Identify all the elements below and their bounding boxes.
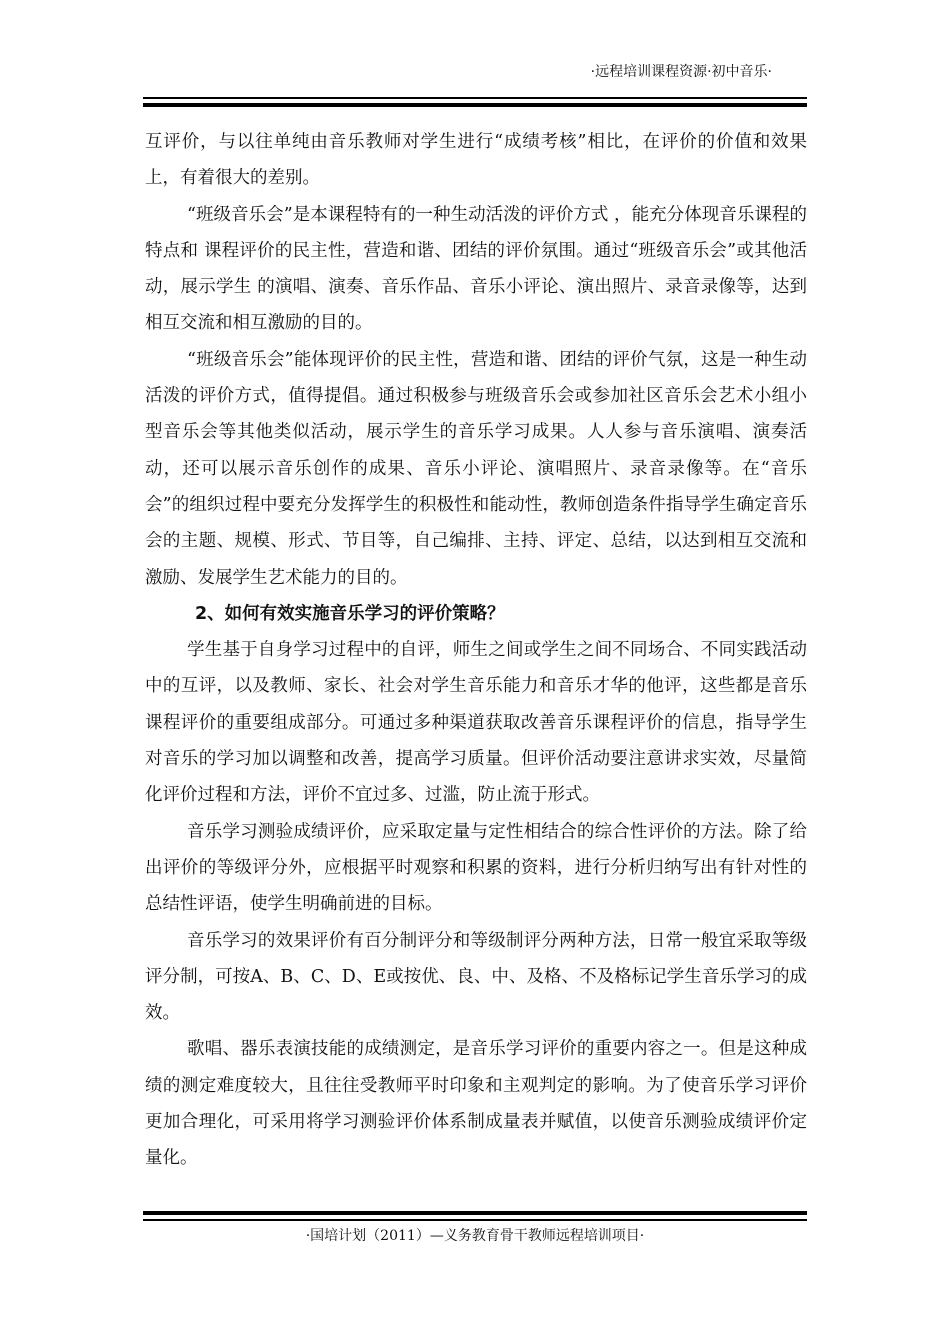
page-header: ·远程培训课程资源·初中音乐· [590,64,772,80]
section-heading: 2、如何有效实施音乐学习的评价策略？ [195,603,505,624]
paragraph-continuation: 互评价，与以往单纯由音乐教师对学生进行“成绩考核”相比，在评价的价值和效果上，有着很大的差别。 [145,132,807,189]
paragraph-evaluation-components: 学生基于自身学习过程中的自评，师生之间或学生之间不同场合、不同实践活动中的互评，以及教师、家长、社会对学生音乐能力和音乐才华的他评，这些都是音乐课程评价的重要组成部分。可通过多种渠道获取改善音乐课程评价的信息，指导学生对音乐的学习加以调整和改善，提高学习质量。但评价活动要注意讲求实效，尽量简化评价过程和方法，评价不宜过多、过滥，防止流于形式。 [145,640,807,806]
header-rule-thick [143,103,807,107]
document-body [145,124,807,1177]
paragraph-class-concert-detail: “班级音乐会”能体现评价的民主性，营造和谐、团结的评价气氛，这是一种生动活泼的评价方式，值得提倡。通过积极参与班级音乐会或参加社区音乐会艺术小组小型音乐会等其他类似活动，展示学生的音乐学习成果。人人参与音乐演唱、演奏活动，还可以展示音乐创作的成果、音乐小评论、演唱照片、录音录像等。在“音乐会”的组织过程中要充分发挥学生的积极性和能动性，教师创造条件指导学生确定音乐会的主题、规模、形式、节目等，自己编排、主持、评定、总结，以达到相互交流和激励、发展学生艺术能力的目的。 [145,349,807,588]
footer-rule-thin [143,1219,807,1221]
paragraph-test-evaluation: 音乐学习测验成绩评价，应采取定量与定性相结合的综合性评价的方法。除了给出评价的等级评分外，应根据平时观察和积累的资料，进行分析归纳写出有针对性的总结性评语，使学生明确前进的目标。 [145,821,807,915]
header-rule-thin [143,97,807,99]
paragraph-class-concert-intro: “班级音乐会”是本课程特有的一种生动活泼的评价方式 ，能充分体现音乐课程的特点和 课程评价的民主性，营造和谐、团结的评价氛围。通过“班级音乐会”或其他活动，展示学生 的演唱、演奏、音乐作品、音乐小评论、演出照片、录音录像等，达到相互交流和相互激励的目的。 [145,204,807,334]
page-footer: ·国培计划（2011）—义务教育骨干教师远程培训项目· [305,1228,645,1244]
footer-rule-thick [143,1211,807,1215]
paragraph-grading-methods: 音乐学习的效果评价有百分制评分和等级制评分两种方法，日常一般宜采取等级评分制，可按A、B、C、D、E或按优、良、中、及格、不及格标记学生音乐学习的成效。 [145,930,807,1024]
paragraph-performance-skills: 歌唱、器乐表演技能的成绩测定，是音乐学习评价的重要内容之一。但是这种成绩的测定难度较大，且往往受教师平时印象和主观判定的影响。为了使音乐学习评价更加合理化，可采用将学习测验评价体系制成量表并赋值，以使音乐测验成绩评价定量化。 [145,1039,807,1169]
